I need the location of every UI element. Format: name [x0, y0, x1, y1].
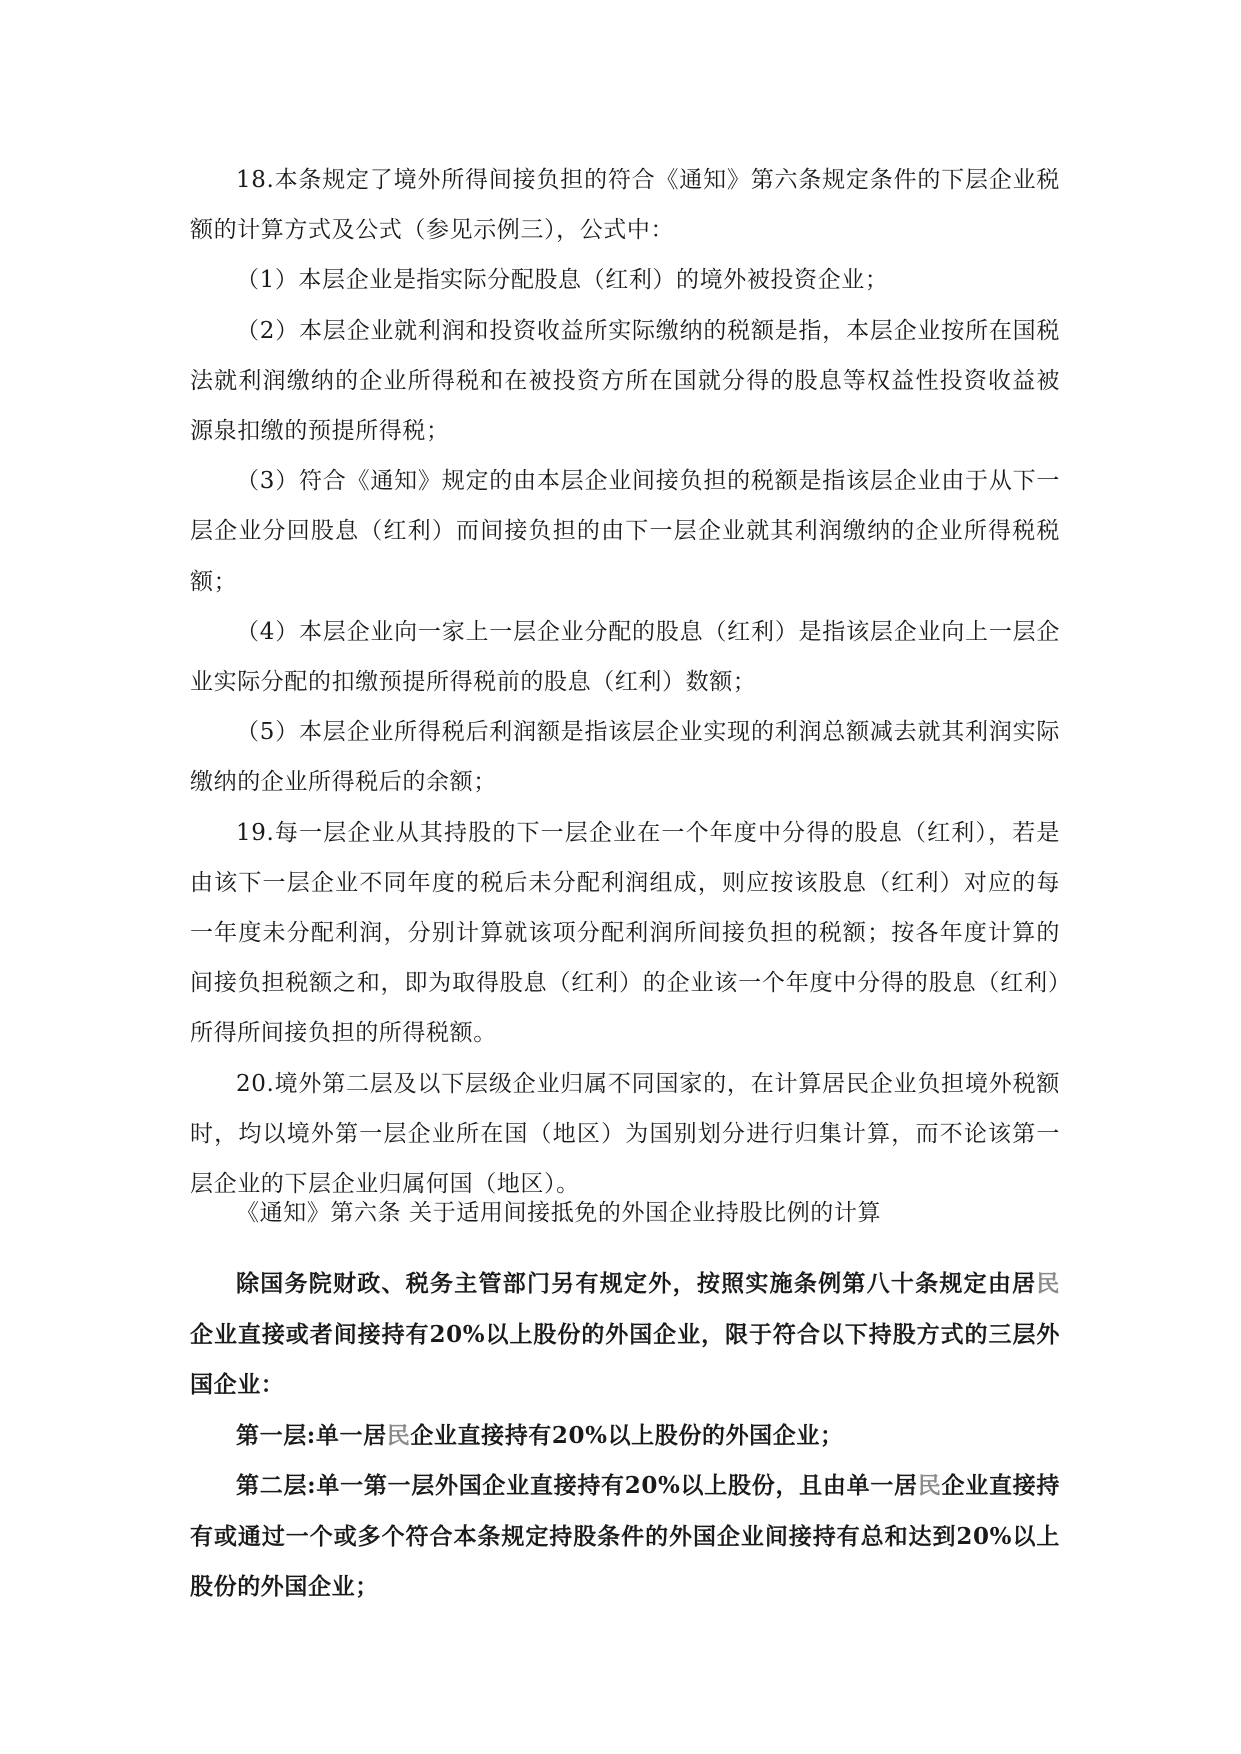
- paragraph-18: 18.本条规定了境外所得间接负担的符合《通知》第六条规定条件的下层企业税额的计算方式及公式（参见示例三），公式中：: [190, 167, 1060, 244]
- tier-1-faint-char: 民: [386, 1421, 411, 1449]
- paragraph-18-item-1: （1）本层企业是指实际分配股息（红利）的境外被投资企业；: [236, 267, 889, 294]
- paragraph-18-item-5: （5）本层企业所得税后利润额是指该层企业实现的利润总额减去就其利润实际缴纳的企业所得税后的余额；: [190, 719, 1060, 796]
- article-tier-1: [190, 1411, 1060, 1462]
- paragraph-18-item-3: （3）符合《通知》规定的由本层企业间接负担的税额是指该层企业由于从下一层企业分回股息（红利）而间接负担的由下一层企业就其利润缴纳的企业所得税税额；: [190, 468, 1060, 595]
- article-text-section: [190, 1259, 1060, 1613]
- article-intro-faint-char: 民: [1036, 1270, 1060, 1297]
- article-intro: [190, 1259, 1060, 1411]
- tier-1-part-b: 企业直接持有20%以上股份的外国企业；: [410, 1421, 844, 1449]
- tier-1-part-a: 第一层:单一居: [236, 1421, 387, 1449]
- paragraph-18-item-4: （4）本层企业向一家上一层企业分配的股息（红利）是指该层企业向上一层企业实际分配的扣缴预提所得税前的股息（红利）数额；: [190, 618, 1060, 696]
- tier-2-part-b: 企业直接持有或通过一个或多个符合本条规定持股条件的外国企业间接持有总和达到20%以上股份的外国企业；: [190, 1472, 1061, 1600]
- commentary-section: [190, 155, 1060, 1209]
- paragraph-19: 19.每一层企业从其持股的下一层企业在一个年度中分得的股息（红利），若是由该下一层企业不同年度的税后未分配利润组成，则应按该股息（红利）对应的每一年度未分配利润，分别计算就该项分配利润所间接负担的税额；按各年度计算的间接负担税额之和，即为取得股息（红利）的企业该一个年度中分得的股息（红利）所得所间接负担的所得税额。: [190, 819, 1060, 1047]
- paragraph-18-item-2: （2）本层企业就利润和投资收益所实际缴纳的税额是指，本层企业按所在国税法就利润缴纳的企业所得税和在被投资方所在国就分得的股息等权益性投资收益被源泉扣缴的预提所得税；: [190, 317, 1060, 445]
- article-tier-2: [190, 1461, 1060, 1613]
- tier-2-faint-char: 民: [917, 1472, 942, 1499]
- tier-2-part-a: 第二层:单一第一层外国企业直接持有20%以上股份，且由单一居: [236, 1472, 918, 1499]
- article-intro-part-b: 企业直接或者间接持有20%以上股份的外国企业，限于符合以下持股方式的三层外国企业：: [190, 1320, 1060, 1398]
- section-heading: 《通知》第六条 关于适用间接抵免的外国企业持股比例的计算: [236, 1200, 882, 1226]
- article-intro-part-a: 除国务院财政、税务主管部门另有规定外，按照实施条例第八十条规定由居: [236, 1270, 1037, 1297]
- paragraph-20: 20.境外第二层及以下层级企业归属不同国家的，在计算居民企业负担境外税额时，均以境外第一层企业所在国（地区）为国别划分进行归集计算，而不论该第一层企业的下层企业归属何国（地区）。: [190, 1070, 1060, 1198]
